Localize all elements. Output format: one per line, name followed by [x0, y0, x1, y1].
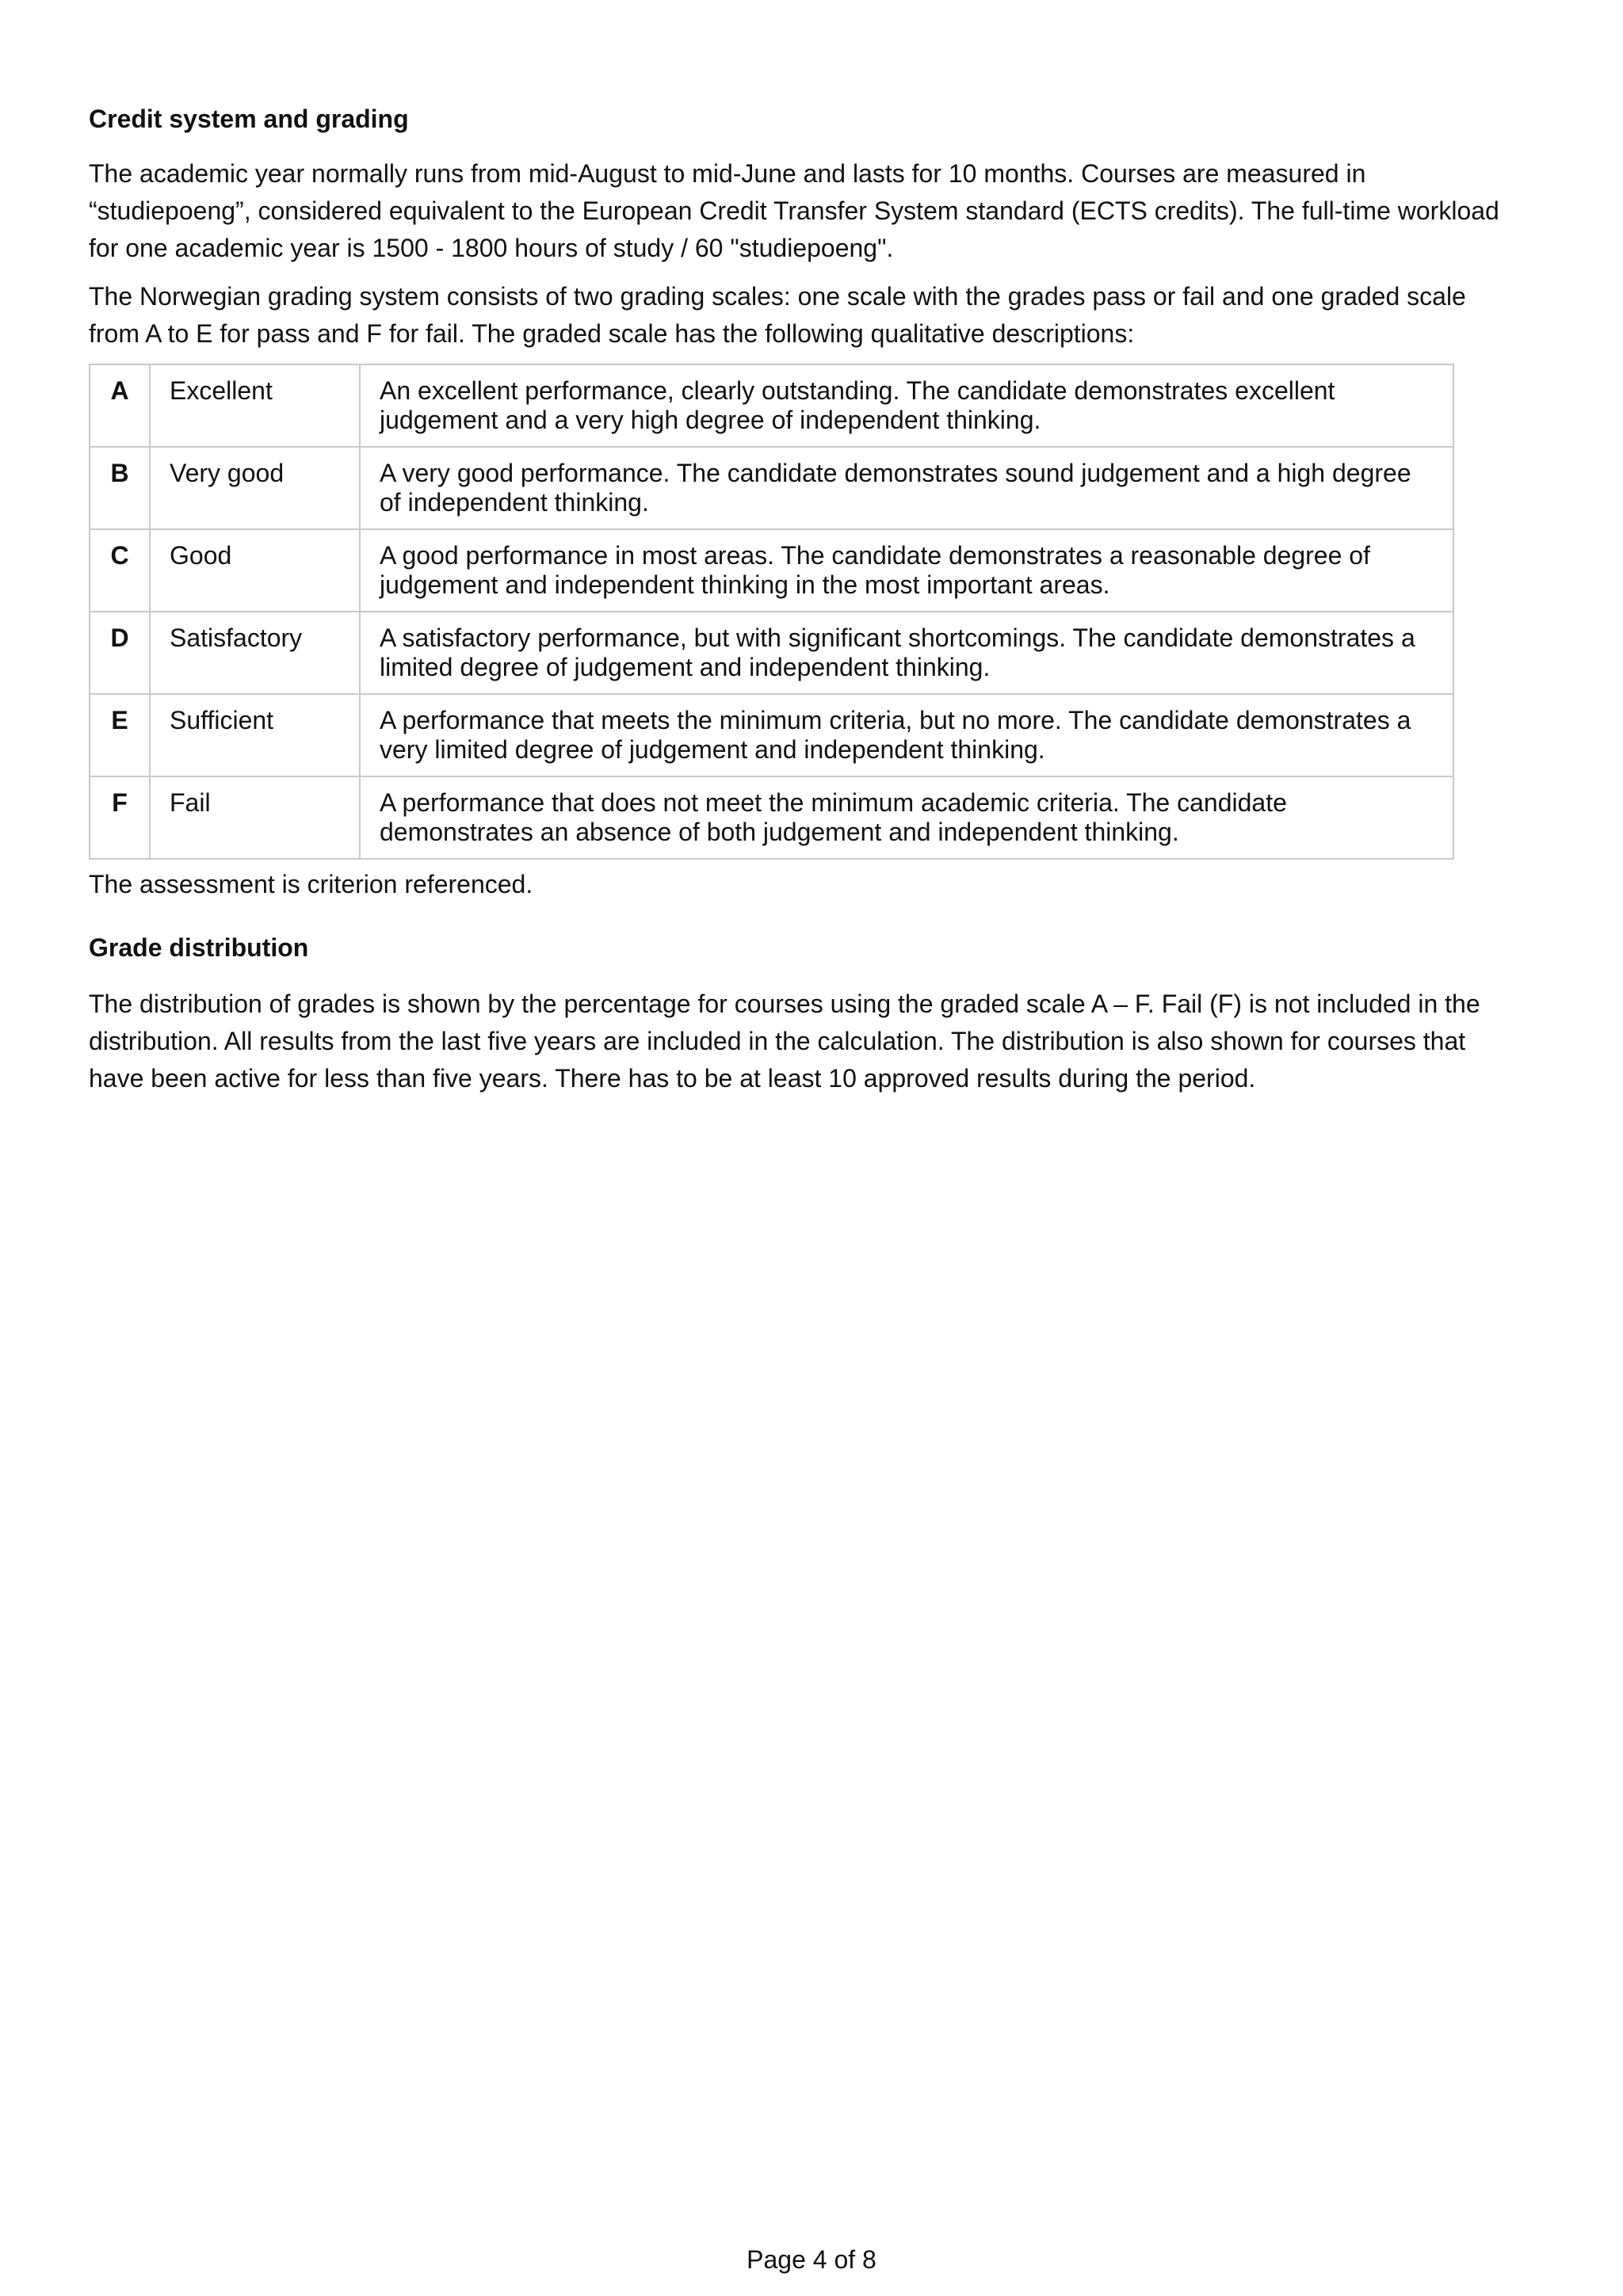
table-row — [90, 694, 1453, 776]
grade-letter: F — [90, 776, 150, 859]
table-row — [90, 364, 1453, 447]
grade-letter: B — [90, 447, 150, 529]
grade-letter: D — [90, 612, 150, 694]
grade-description: A satisfactory performance, but with significant shortcomings. The candidate demonstrates a limited degree of judgement and independent thinking. — [360, 612, 1453, 694]
grade-name: Fail — [150, 776, 360, 859]
grading-system-paragraph: The Norwegian grading system consists of two grading scales: one scale with the grades pass or fail and one graded scale from A to E for pass and F for fail. The graded scale has the following qualitative descriptions: — [89, 282, 1466, 348]
table-row — [90, 529, 1453, 612]
assessment-note: The assessment is criterion referenced. — [89, 870, 533, 898]
grade-description: A performance that meets the minimum criteria, but no more. The candidate demonstrates a very limited degree of judgement and independent thinking. — [360, 694, 1453, 776]
grade-letter: C — [90, 529, 150, 612]
section-heading-credit-system: Credit system and grading — [89, 105, 409, 133]
grade-description: An excellent performance, clearly outstanding. The candidate demonstrates excellent judgement and a very high degree of independent thinking. — [360, 364, 1453, 447]
credit-system-section — [89, 103, 1515, 903]
grade-name: Very good — [150, 447, 360, 529]
grade-description: A very good performance. The candidate demonstrates sound judgement and a high degree of independent thinking. — [360, 447, 1453, 529]
grade-name: Satisfactory — [150, 612, 360, 694]
grade-name: Excellent — [150, 364, 360, 447]
grade-letter: A — [90, 364, 150, 447]
grade-distribution-section — [89, 932, 1515, 1097]
table-row — [90, 776, 1453, 859]
table-row — [90, 612, 1453, 694]
grade-name: Sufficient — [150, 694, 360, 776]
grade-letter: E — [90, 694, 150, 776]
section-heading-grade-distribution: Grade distribution — [89, 933, 309, 962]
grade-description: A performance that does not meet the minimum academic criteria. The candidate demonstrates an absence of both judgement and independent thinking. — [360, 776, 1453, 859]
table-row — [90, 447, 1453, 529]
page-number: Page 4 of 8 — [747, 2245, 876, 2274]
grade-name: Good — [150, 529, 360, 612]
grade-description: A good performance in most areas. The candidate demonstrates a reasonable degree of judgement and independent thinking in the most important areas. — [360, 529, 1453, 612]
grade-distribution-paragraph: The distribution of grades is shown by the percentage for courses using the graded scale A – F. Fail (F) is not included in the distribution. All results from the last five years are included in the calculation. The distribution is also shown for courses that have been active for less than five years. There has to be at least 10 approved results during the period. — [89, 990, 1480, 1093]
document-page — [89, 103, 1515, 1108]
grade-scale-table — [89, 364, 1454, 860]
academic-year-paragraph: The academic year normally runs from mid-August to mid-June and lasts for 10 months. Courses are measured in “studiepoeng”, considered equivalent to the European Credit Transfer System standard (ECTS credits). The full-time workload for one academic year is 1500 - 1800 hours of study / 60 "studiepoeng". — [89, 159, 1499, 262]
